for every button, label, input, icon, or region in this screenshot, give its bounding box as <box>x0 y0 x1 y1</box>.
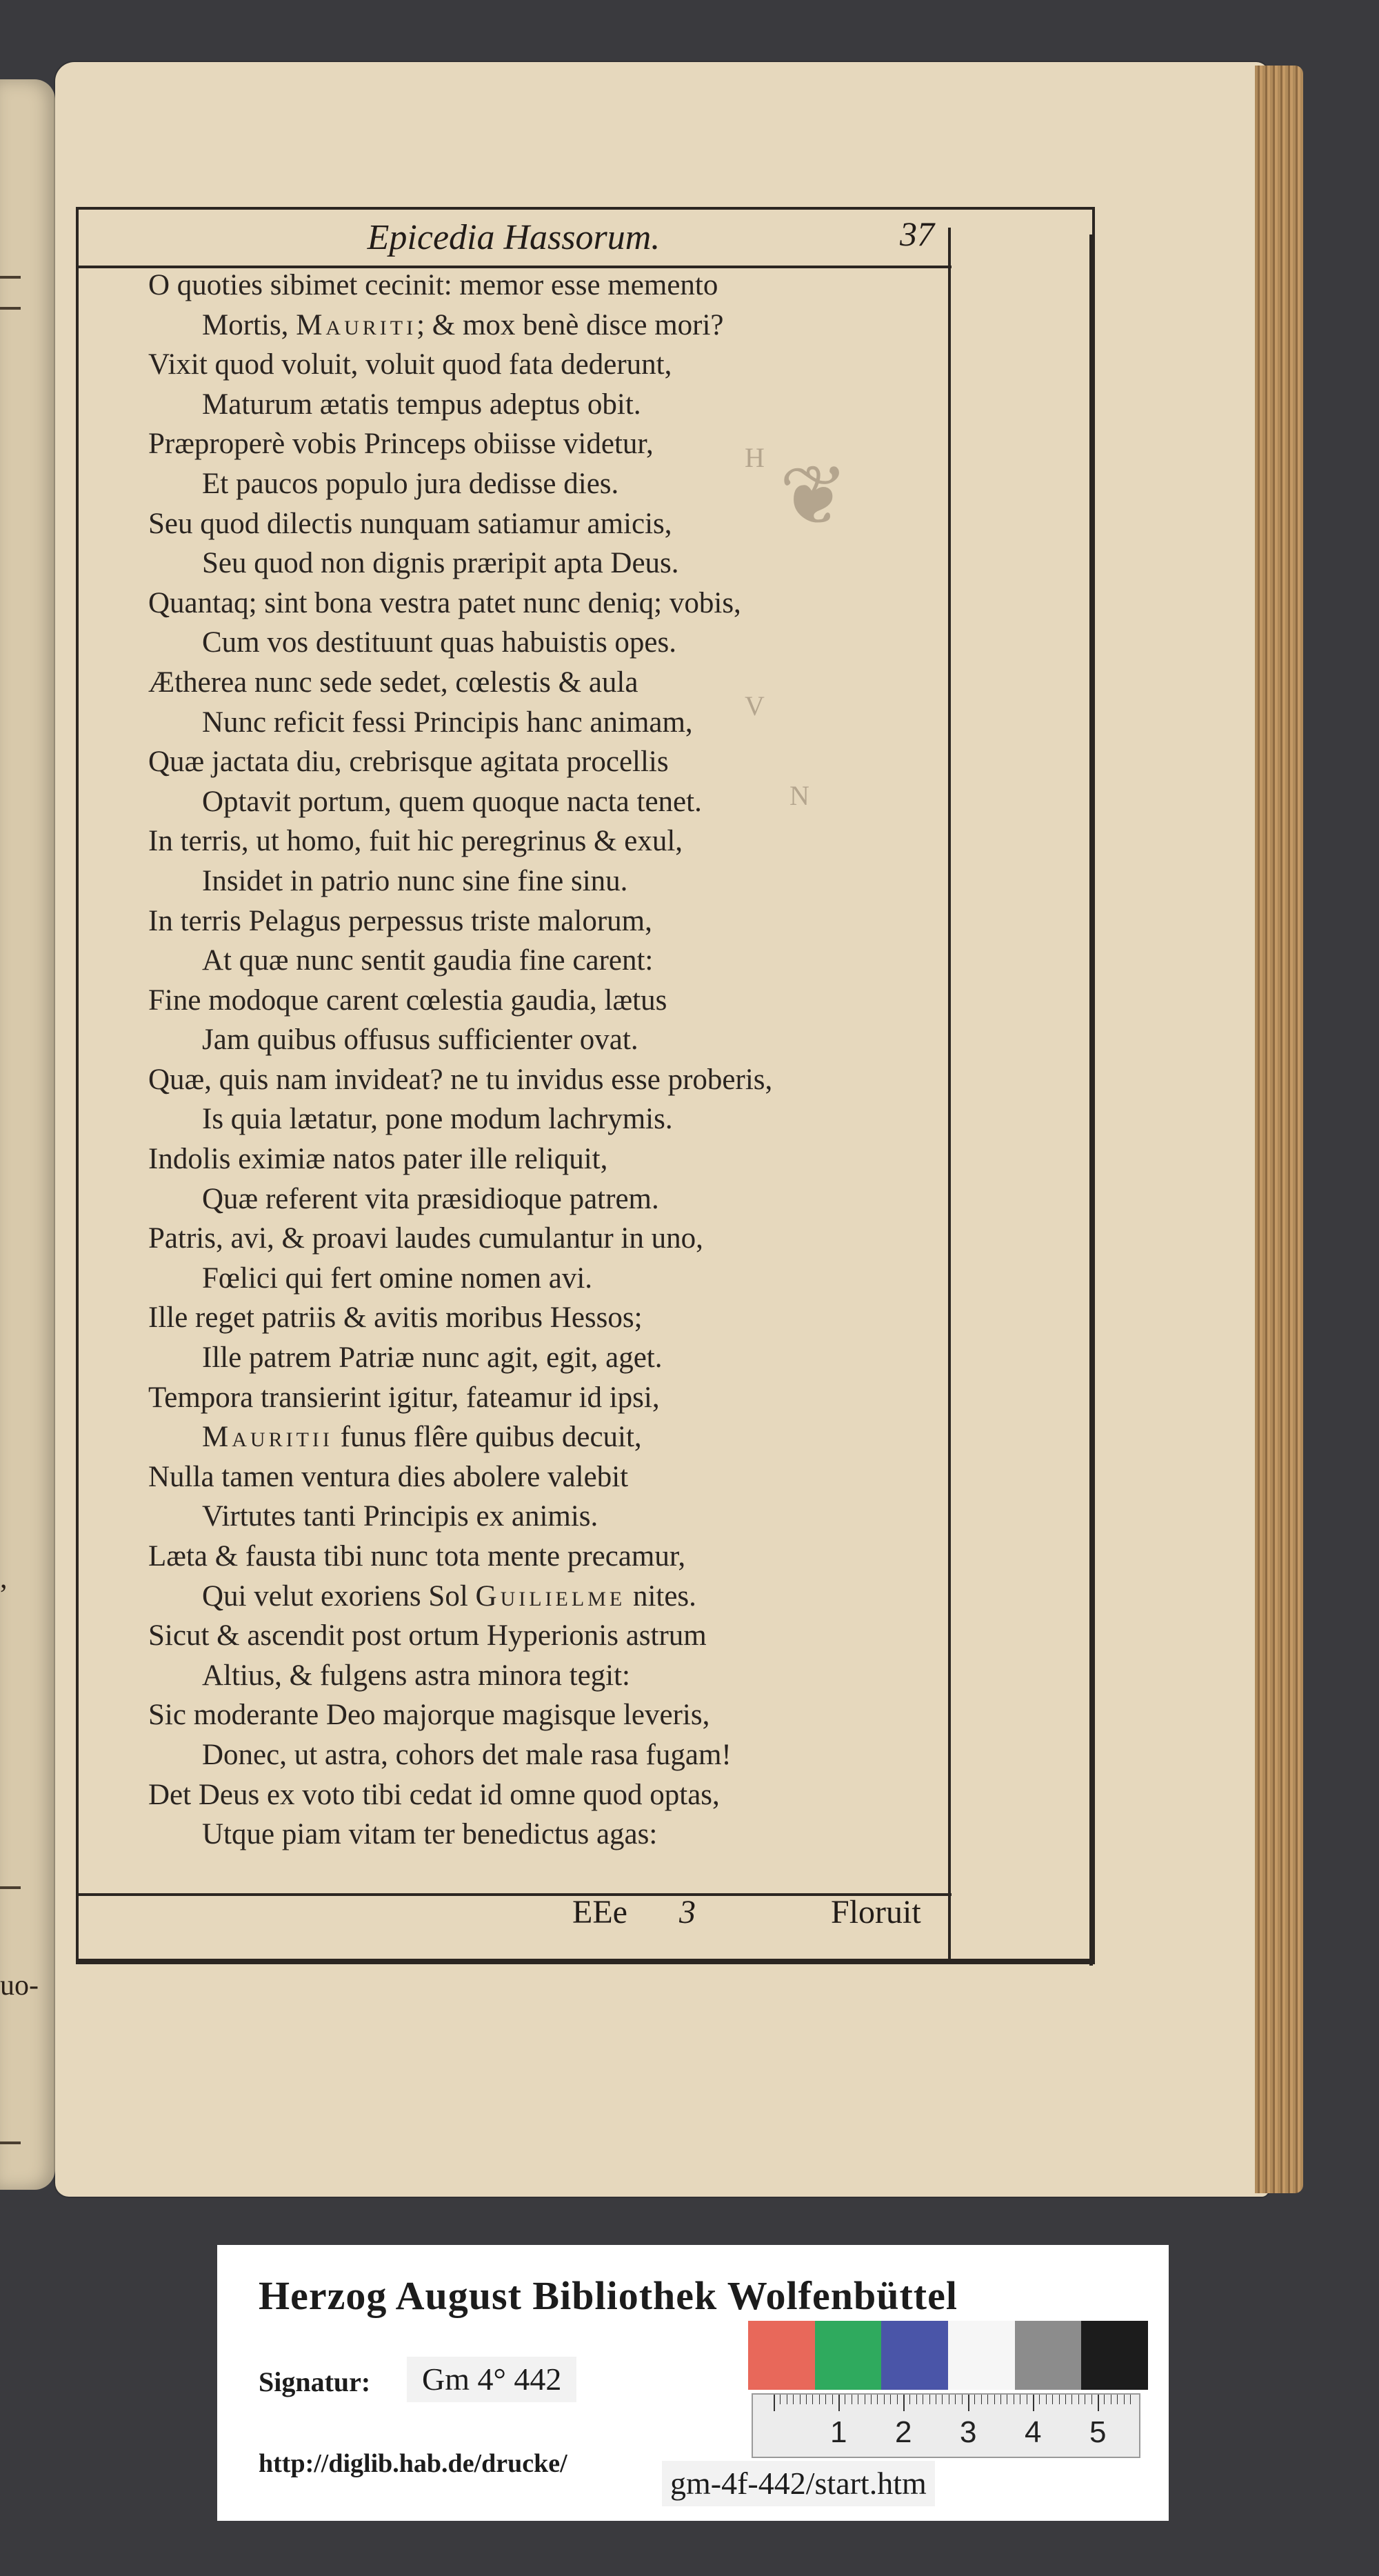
poem-line <box>148 1577 927 1617</box>
ruler-tick <box>994 2395 995 2404</box>
ruler-tick <box>909 2395 910 2404</box>
url-suffix: gm-4f-442/start.htm <box>662 2461 935 2506</box>
poem-line: Seu quod non dignis præripit apta Deus. <box>202 547 679 580</box>
bottom-rule <box>76 1959 1093 1962</box>
color-calibration-chart <box>748 2321 1148 2390</box>
ruler-tick <box>871 2395 872 2404</box>
ruler-tick <box>1104 2395 1105 2404</box>
catchword: Floruit <box>831 1894 921 1930</box>
ruler-tick <box>1065 2395 1066 2404</box>
ruler-tick <box>1071 2395 1072 2404</box>
poem-line: Ille patrem Patriæ nunc agit, egit, aget. <box>202 1341 663 1375</box>
poem-line: Donec, ut astra, cohors det male rasa fugam! <box>202 1738 732 1771</box>
ruler-tick <box>1039 2395 1040 2404</box>
ruler-tick <box>1033 2395 1034 2411</box>
ruler-tick <box>1117 2395 1118 2404</box>
poem-line: Præproperè vobis Princeps obiisse videtur, <box>148 428 654 461</box>
poem-line <box>148 1417 927 1457</box>
poem-line <box>148 306 927 346</box>
ruler-tick <box>1130 2395 1131 2404</box>
ruler-tick <box>1059 2395 1060 2404</box>
ruler-tick <box>1052 2395 1053 2404</box>
poem-line: In terris, ut homo, fuit hic peregrinus & exul, <box>148 825 683 858</box>
bleed-through-text: V <box>745 690 765 721</box>
poem-line: Indolis eximiæ natos pater ille reliquit, <box>148 1143 608 1176</box>
ruler-tick <box>832 2395 833 2404</box>
poem-line: Quæ referent vita præsidioque patrem. <box>202 1182 659 1215</box>
poem-line: Patris, avi, & proavi laudes cumulantur in uno, <box>148 1222 703 1255</box>
signatur-value: Gm 4° 442 <box>407 2357 576 2402</box>
running-header: Epicedia Hassorum. <box>367 218 661 257</box>
ruler-tick <box>1091 2395 1092 2404</box>
poem-line-text: Qui velut exoriens Sol <box>202 1579 476 1613</box>
ruler-tick <box>1078 2395 1079 2404</box>
ruler-tick <box>916 2395 917 2404</box>
ruler-tick <box>929 2395 930 2404</box>
ruler-tick <box>1046 2395 1047 2404</box>
ruler-tick <box>806 2395 807 2404</box>
poem-line: Cum vos destituunt quas habuistis opes. <box>202 626 676 659</box>
poem-text <box>148 266 927 1855</box>
ruler-tick <box>897 2395 898 2404</box>
poem-line: Fine modoque carent cœlestia gaudia, lætus <box>148 984 667 1017</box>
poem-line: O quoties sibimet cecinit: memor esse memento <box>148 269 718 301</box>
library-label-card <box>217 2245 1169 2521</box>
ruler-tick <box>1124 2395 1125 2404</box>
poem-line-text: funus flêre quibus decuit, <box>332 1421 642 1454</box>
poem-line: At quæ nunc sentit gaudia fine carent: <box>202 944 654 977</box>
ruler-tick <box>793 2395 794 2404</box>
page-fore-edge <box>1255 66 1303 2193</box>
ruler-tick <box>1098 2395 1099 2411</box>
signatur-label: Signatur: <box>259 2366 371 2397</box>
ruler-tick <box>955 2395 956 2404</box>
poem-line: Fœlici qui fert omine nomen avi. <box>202 1261 593 1295</box>
ruler-tick <box>1000 2395 1001 2404</box>
poem-line: Vixit quod voluit, voluit quod fata dederunt, <box>148 348 672 381</box>
bleed-through-ornament: ❦ <box>779 450 849 542</box>
signature-number: 3 <box>679 1894 696 1930</box>
ruler-tick <box>903 2395 905 2411</box>
poem-line: Virtutes tanti Principis ex animis. <box>202 1500 598 1533</box>
ruler-number: 3 <box>960 2415 977 2449</box>
poem-name-smallcaps: Mauritii <box>202 1421 333 1454</box>
url-prefix: http://diglib.hab.de/drucke/ <box>259 2449 567 2478</box>
measurement-ruler <box>752 2393 1140 2458</box>
poem-name-smallcaps: Mauriti <box>296 308 417 341</box>
poem-line: Det Deus ex voto tibi cedat id omne quod optas, <box>148 1778 720 1811</box>
ruler-tick <box>987 2395 988 2404</box>
ruler-tick <box>890 2395 891 2404</box>
ruler-tick <box>884 2395 885 2404</box>
poem-line-text: nites. <box>625 1579 696 1613</box>
color-swatch <box>748 2321 815 2390</box>
ruler-tick <box>962 2395 963 2404</box>
poem-line: Maturum ætatis tempus adeptus obit. <box>202 388 641 421</box>
ruler-number: 5 <box>1089 2415 1107 2449</box>
poem-line: Seu quod dilectis nunquam satiamur amicis, <box>148 507 672 540</box>
poem-line: Læta & fausta tibi nunc tota mente precamur, <box>148 1540 686 1572</box>
poem-line: Nulla tamen ventura dies abolere valebit <box>148 1460 629 1493</box>
ruler-tick <box>812 2395 813 2404</box>
ruler-number: 4 <box>1025 2415 1042 2449</box>
poem-line-text: ; & mox benè disce mori? <box>416 308 724 341</box>
poem-line: Insidet in patrio nunc sine fine sinu. <box>202 864 628 897</box>
ruler-tick <box>774 2395 775 2411</box>
poem-line: Nunc reficit fessi Principis hanc animam, <box>202 706 693 739</box>
footer-rule <box>76 1893 952 1896</box>
poem-line: Optavit portum, quem quoque nacta tenet. <box>202 785 702 818</box>
poem-line-text: Mortis, <box>202 308 296 341</box>
side-rule <box>948 228 951 1959</box>
ruler-tick <box>968 2395 969 2411</box>
signature-mark: EEe <box>572 1894 627 1930</box>
poem-line: Is quia lætatur, pone modum lachrymis. <box>202 1103 673 1136</box>
poem-line: Jam quibus offusus sufficienter ovat. <box>202 1024 638 1057</box>
color-swatch <box>881 2321 948 2390</box>
ruler-tick <box>780 2395 781 2404</box>
ruler-tick <box>825 2395 826 2404</box>
library-name: Herzog August Bibliothek Wolfenbüttel <box>259 2273 958 2318</box>
left-page-edge-text: uo- <box>0 1970 39 2001</box>
poem-line: Quantaq; sint bona vestra patet nunc deniq; vobis, <box>148 586 741 619</box>
poem-line: Ille reget patriis & avitis moribus Hessos; <box>148 1301 643 1335</box>
ruler-tick <box>974 2395 975 2404</box>
poem-line: Tempora transierint igitur, fateamur id ipsi, <box>148 1381 660 1414</box>
ruler-tick <box>838 2395 840 2411</box>
poem-line: Sicut & ascendit post ortum Hyperionis astrum <box>148 1619 707 1653</box>
poem-line: Utque piam vitam ter benedictus agas: <box>202 1818 658 1851</box>
color-swatch <box>815 2321 882 2390</box>
ruler-tick <box>942 2395 943 2404</box>
poem-line: In terris Pelagus perpessus triste malorum, <box>148 904 652 937</box>
color-swatch <box>1081 2321 1148 2390</box>
left-page-comma: , <box>0 1563 8 1595</box>
facing-page-edge <box>0 79 55 2190</box>
poem-line: Quæ jactata diu, crebrisque agitata procellis <box>148 746 669 779</box>
bleed-through-text: N <box>789 780 809 811</box>
ruler-tick <box>981 2395 982 2404</box>
color-swatch <box>1015 2321 1082 2390</box>
page-number: 37 <box>900 214 934 253</box>
poem-line: Quæ, quis nam invideat? ne tu invidus esse proberis, <box>148 1063 773 1096</box>
ruler-tick <box>819 2395 820 2404</box>
color-swatch <box>948 2321 1015 2390</box>
ruler-tick <box>877 2395 878 2404</box>
outer-rule <box>1089 234 1093 1966</box>
ruler-number: 2 <box>895 2415 912 2449</box>
poem-line: Et paucos populo jura dedisse dies. <box>202 467 619 500</box>
poem-line: Altius, & fulgens astra minora tegit: <box>202 1659 631 1692</box>
bleed-through-text: H <box>745 442 765 473</box>
ruler-tick <box>800 2395 801 2404</box>
poem-line: Sic moderante Deo majorque magisque leveris, <box>148 1699 710 1732</box>
poem-name-smallcaps: Guilielme <box>475 1579 626 1613</box>
poem-line: Ætherea nunc sede sedet, cœlestis & aula <box>148 666 638 699</box>
ruler-number: 1 <box>830 2415 847 2449</box>
